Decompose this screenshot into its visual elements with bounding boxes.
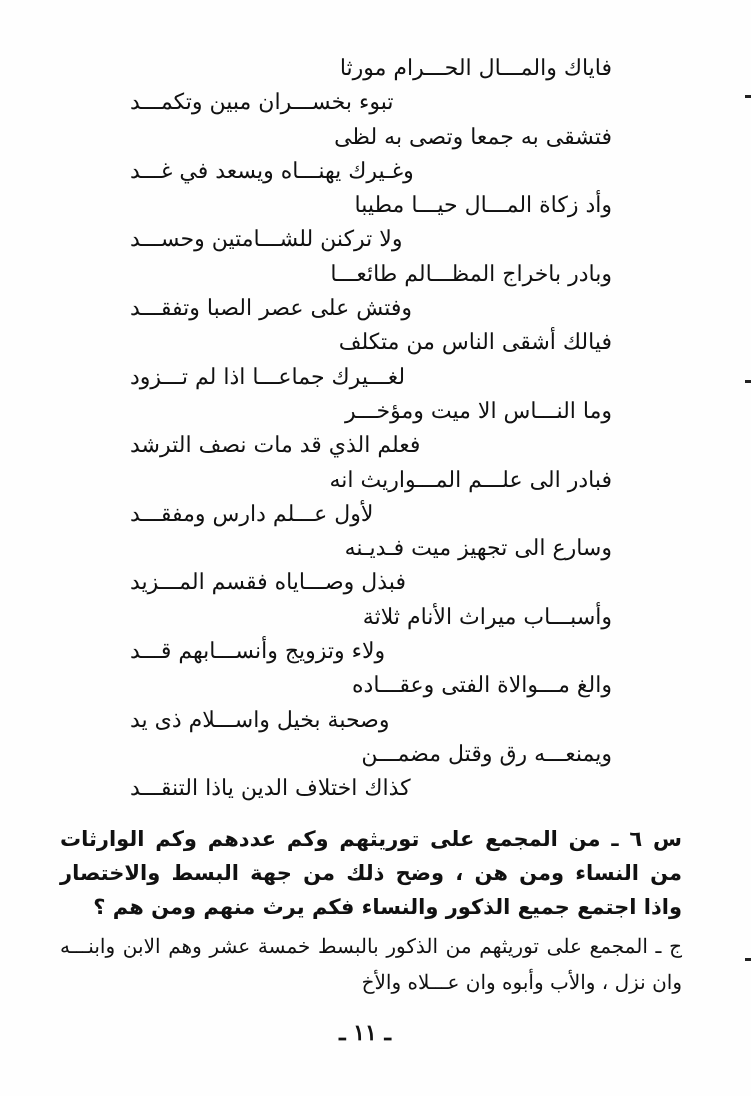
page-number: ـ ١١ ـ (339, 1020, 391, 1046)
verse-line: لأول عـــلم دارس ومفقـــد (130, 501, 374, 527)
verse-line: فبذل وصـــاياه فقسم المـــزيد (130, 570, 406, 596)
verse-line: فتشقى به جمعا وتصى به لظى (334, 124, 612, 150)
verse-line: والغ مـــوالاة الفتى وعقـــاده (352, 673, 612, 699)
verse-line: وغـيرك يهنـــاه ويسعد في غـــد (130, 158, 414, 184)
verse-line: وصحبة بخيل واســـلام ذى يد (130, 707, 390, 733)
verse-line: فاياك والمـــال الحـــرام مورثا (339, 56, 612, 81)
verse-line: فعلم الذي قد مات نصف الترشد (130, 433, 421, 459)
margin-mark (745, 380, 751, 383)
verse-line: وبادر باخراج المظـــالم طائعـــا (330, 261, 612, 287)
answer-paragraph: ج ـ المجمع على توريثهم من الذكور بالبسط خمسة عشر وهم الابن وابنـــه وان نزل ، والأب وأبوه وان عـــلاه والأخ (60, 934, 682, 994)
verse-line: تبوء بخســـران مبين وتكمـــد (130, 90, 394, 116)
verse-line: كذاك اختلاف الدين ياذا التنقـــد (130, 776, 411, 802)
verse-line: فيالك أشقى الناس من متكلف (338, 330, 612, 356)
verse-line: ولا تركنن للشـــامتين وحســـد (130, 227, 403, 253)
verse-line: لغـــيرك جماعـــا اذا لم تـــزود (130, 364, 406, 390)
margin-mark (745, 95, 751, 98)
verse-line: وأسبـــاب ميراث الأنام ثلاثة (362, 604, 612, 630)
verse-line: وفتش على عصر الصبا وتفقـــد (130, 296, 413, 322)
verse-line: وسارع الى تجهيز ميت فـديـنه (344, 536, 612, 562)
question-paragraph: س ٦ ـ من المجمع على توريثهم وكم عددهم وكم الوارثات من النساء ومن هن ، وضح ذلك من جهة البسط والاختصار واذا اجتمع جميع الذكور والنساء فكم يرث منهم ومن هم ؟ (60, 827, 682, 919)
verse-line: فبادر الى علـــم المـــواريث انه (329, 467, 612, 493)
poem-block (60, 52, 700, 807)
margin-mark (745, 958, 751, 961)
verse-line: وأد زكاة المـــال حيـــا مطيبا (354, 193, 612, 219)
verse-line: وما النـــاس الا ميت ومؤخـــر (345, 398, 612, 424)
verse-line: ولاء وتزويج وأنســـابهم قـــد (130, 639, 386, 665)
verse-line: ويمنعـــه رق وقتل مضمـــن (361, 741, 612, 767)
